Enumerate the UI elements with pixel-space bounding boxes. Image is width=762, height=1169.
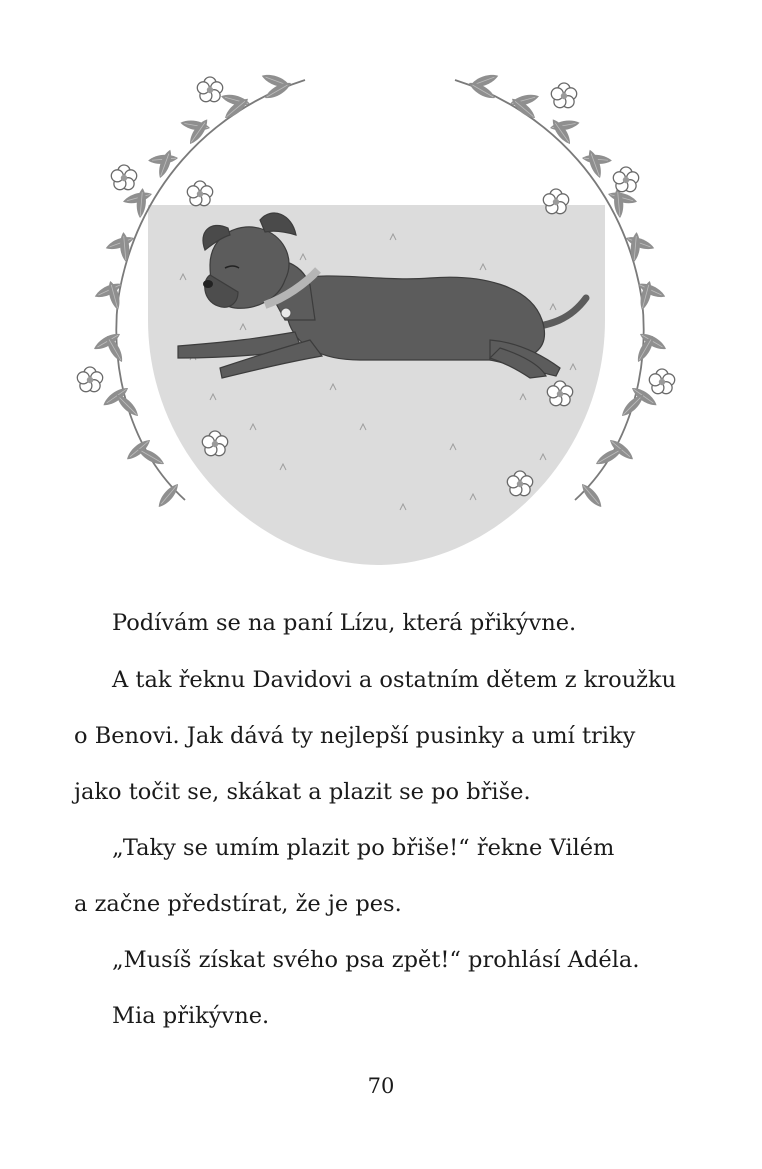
paragraph-4: „Musíš získat svého psa zpět!“ prohlásí Adéla. (112, 947, 640, 973)
page-number: 70 (367, 1074, 395, 1098)
dog-illustration (60, 70, 700, 575)
paragraph-5: Mia přikývne. (112, 1003, 270, 1029)
paragraph-2-line-3: jako točit se, skákat a plazit se po břiše. (74, 779, 531, 805)
paragraph-1: Podívám se na paní Lízu, která přikývne. (112, 610, 577, 636)
paragraph-2-line-2: o Benovi. Jak dává ty nejlepší pusinky a umí triky (74, 723, 636, 749)
paragraph-3: „Taky se umím plazit po břiše!“ řekne Vilém (112, 835, 615, 861)
paragraph-2: A tak řeknu Davidovi a ostatním dětem z kroužku (112, 667, 677, 693)
paragraph-3-line-2: a začne předstírat, že je pes. (74, 891, 402, 917)
